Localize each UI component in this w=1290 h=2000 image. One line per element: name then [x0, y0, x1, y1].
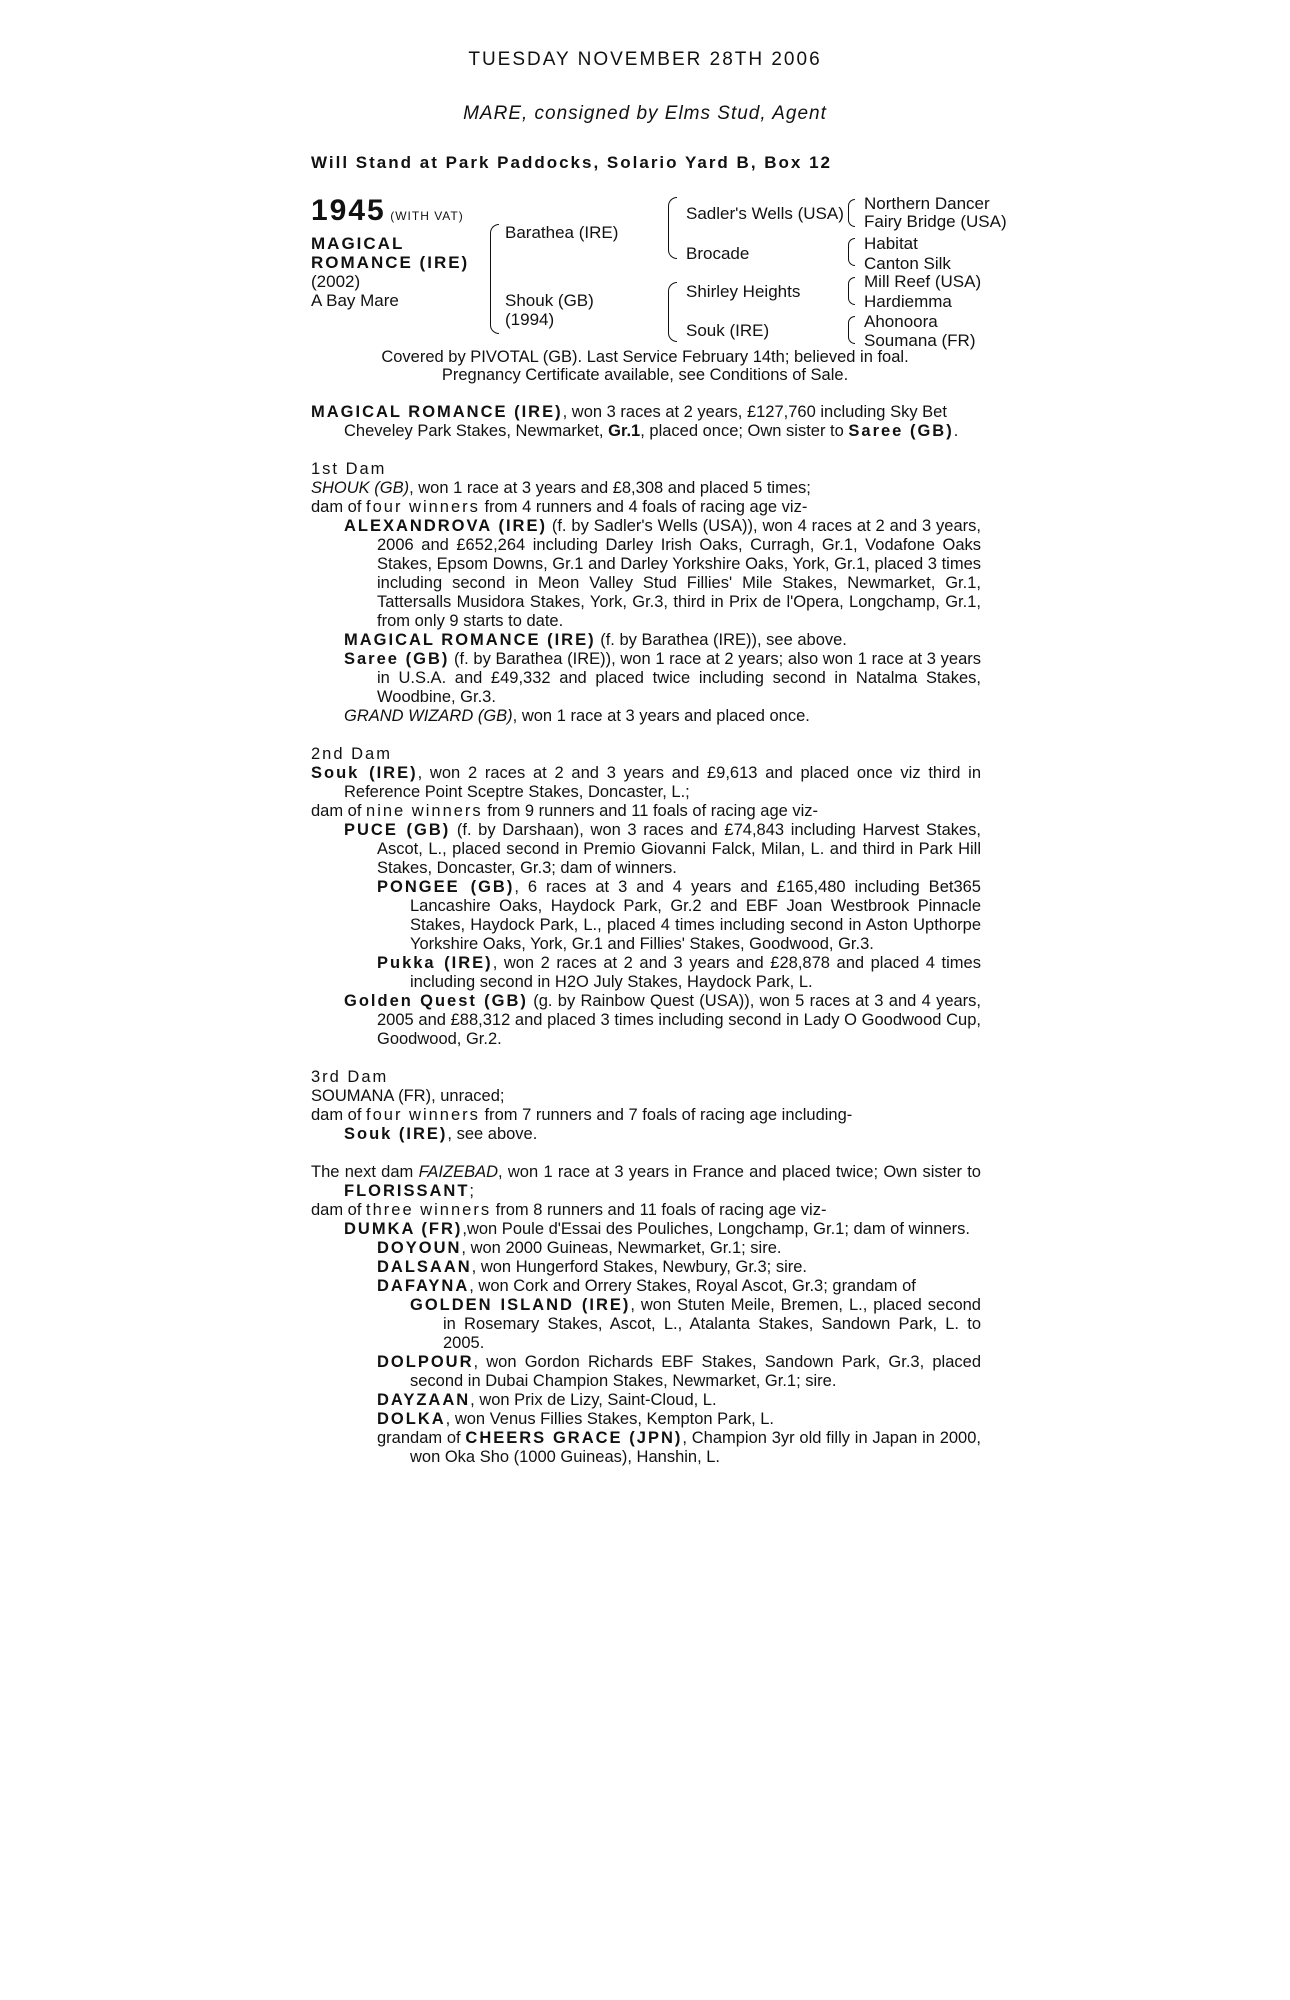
covered-line: Covered by PIVOTAL (GB). Last Service February 14th; believed in foal.: [381, 348, 909, 366]
nextdam-prefix: dam of: [311, 1201, 367, 1219]
dafayna-text: , won Cork and Orrery Stakes, Royal Ascot, Gr.3; grandam of: [469, 1277, 916, 1295]
dam-name: Shouk (GB): [505, 291, 594, 310]
doyoun-name: DOYOUN: [377, 1239, 462, 1257]
ddd-name: Soumana (FR): [864, 331, 976, 350]
first-dam-heading: 1st Dam: [311, 460, 387, 478]
sdd-name: Canton Silk: [864, 254, 951, 273]
dolka-text: , won Venus Fillies Stakes, Kempton Park, L.: [445, 1410, 774, 1428]
mr-text: (f. by Barathea (IRE)), see above.: [595, 631, 847, 649]
dam1-winners: four winners: [366, 498, 480, 516]
pedigree-brace-ss: [848, 199, 855, 227]
florissant-name: FLORISSANT: [344, 1182, 470, 1200]
pregnancy-line: Pregnancy Certificate available, see Conditions of Sale.: [441, 366, 849, 384]
gw-name: GRAND WIZARD (GB): [344, 707, 513, 725]
intro-paragraph: [311, 403, 981, 441]
consignor-line: MARE, consigned by Elms Stud, Agent: [463, 103, 827, 124]
dolpour-text: , won Gordon Richards EBF Stakes, Sandown Park, Gr.3, placed second in Dubai Champion Stakes, Newmarket, Gr.1; sire.: [410, 1353, 981, 1390]
gq-text: (g. by Rainbow Quest (USA)), won 5 races at 3 and 4 years, 2005 and £88,312 and placed 3 times including second in Lady O Goodwood Cup, Goodwood, Gr.2.: [377, 992, 981, 1048]
pedigree-brace-sire: [668, 197, 677, 259]
sds-name: Habitat: [864, 234, 918, 253]
golden-island-text: , won Stuten Meile, Bremen, L., placed second in Rosemary Stakes, Ascot, L., Atalanta Stakes, Sandown Park, L. to 2005.: [443, 1296, 981, 1352]
intro-text-1: , won 3 races at 2 years, £127,760 including Sky Bet: [562, 403, 947, 421]
faizebad-end: ;: [469, 1182, 475, 1200]
gw-text: , won 1 race at 3 years and placed once.: [512, 707, 810, 725]
shouk-text: , won 1 race at 3 years and £8,308 and placed 5 times;: [409, 479, 811, 497]
horse-description: A Bay Mare: [311, 291, 399, 310]
puce-text: (f. by Darshaan), won 3 races and £74,843 including Harvest Stakes, Ascot, L., placed second in Premio Giovanni Falck, Milan, L. and third in Park Hill Stakes, Doncaster, Gr.3; dam of winners.: [377, 821, 982, 877]
intro-text-2: Cheveley Park Stakes, Newmarket,: [344, 422, 609, 440]
intro-end: .: [953, 422, 959, 440]
shouk-name: SHOUK (GB): [311, 479, 410, 497]
dafayna-name: DAFAYNA: [377, 1277, 470, 1295]
faizebad-entry: [311, 1163, 981, 1201]
pukka-entry: [311, 954, 981, 992]
magical-romance-entry: [311, 631, 981, 650]
pedigree-brace-main: [490, 224, 499, 334]
dam2-prefix: dam of: [311, 802, 367, 820]
gq-name: Golden Quest (GB): [344, 992, 528, 1010]
alexandrova-text: (f. by Sadler's Wells (USA)), won 4 races at 2 and 3 years, 2006 and £652,264 including Darley Irish Oaks, Curragh, Gr.1, Vodafone Oaks Stakes, Epsom Downs, Gr.1 and Darley Yorkshire Oaks, York, Gr.1, placed 3 times including second in Meon Valley Stud Fillies' Mile Stakes, Newmarket, Gr.1, Tattersalls Musidora Stakes, York, Gr.3, third in Prix de l'Opera, Longchamp, Gr.1, from only 9 starts to date.: [377, 517, 981, 630]
sss-name: Northern Dancer: [864, 194, 990, 213]
dalsaan-text: , won Hungerford Stakes, Newbury, Gr.3; sire.: [471, 1258, 808, 1276]
faizebad-name: FAIZEBAD: [418, 1163, 499, 1181]
lot-number: 1945: [311, 194, 386, 227]
sale-date: TUESDAY NOVEMBER 28TH 2006: [468, 49, 822, 70]
dafayna-entry: [311, 1277, 981, 1296]
saree-entry: [311, 650, 981, 707]
golden-quest-entry: [311, 992, 981, 1049]
sire-dam: Brocade: [686, 244, 750, 263]
cheers-grace-entry: [311, 1429, 981, 1467]
dolpour-entry: [311, 1353, 981, 1391]
souk-text: , won 2 races at 2 and 3 years and £9,613 and placed once viz third in Reference Point Sceptre Stakes, Doncaster, L.;: [344, 764, 982, 801]
horse-name-line1: MAGICAL: [311, 234, 405, 253]
cg-prefix: grandam of: [377, 1429, 466, 1447]
pukka-name: Pukka (IRE): [377, 954, 493, 972]
doyoun-entry: [311, 1239, 981, 1258]
puce-entry: [311, 821, 981, 878]
pukka-text: , won 2 races at 2 and 3 years and £28,878 and placed 4 times including second in H2O July Stakes, Haydock Park, L.: [410, 954, 981, 991]
pedigree-brace-sd: [848, 238, 855, 266]
souk-ref-text: , see above.: [447, 1125, 538, 1143]
dumka-text: ,won Poule d'Essai des Pouliches, Longchamp, Gr.1; dam of winners.: [462, 1220, 970, 1238]
dam-dam: Souk (IRE): [686, 321, 770, 340]
dsd-name: Hardiemma: [864, 292, 952, 311]
sire-name: Barathea (IRE): [505, 223, 619, 242]
puce-name: PUCE (GB): [344, 821, 451, 839]
nextdam-winners: three winners: [366, 1201, 492, 1219]
souk-entry: [311, 764, 981, 802]
vat-note: (WITH VAT): [390, 209, 464, 223]
dam1-runners: from 4 runners and 4 foals of racing age viz-: [479, 498, 808, 516]
intro-grade: Gr.1: [608, 422, 641, 440]
lot-number-row: [311, 194, 464, 228]
third-dam-section: [311, 1068, 981, 1144]
intro-sister: Saree (GB): [848, 422, 954, 440]
pedigree-brace-dd: [848, 316, 855, 344]
dayzaan-name: DAYZAAN: [377, 1391, 471, 1409]
dalsaan-entry: [311, 1258, 981, 1277]
dds-name: Ahonoora: [864, 312, 938, 331]
souk-ref-entry: [311, 1125, 981, 1144]
faizebad-prefix: The next dam: [311, 1163, 419, 1181]
saree-name: Saree (GB): [344, 650, 450, 668]
ssd-name: Fairy Bridge (USA): [864, 212, 1007, 231]
sire-sire: Sadler's Wells (USA): [686, 204, 844, 223]
horse-year: (2002): [311, 272, 361, 291]
dolka-entry: [311, 1410, 981, 1429]
dayzaan-text: , won Prix de Lizy, Saint-Cloud, L.: [470, 1391, 717, 1409]
second-dam-section: [311, 745, 981, 1049]
cg-text: , Champion 3yr old filly in Japan in 2000, won Oka Sho (1000 Guineas), Hanshin, L.: [410, 1429, 981, 1466]
intro-horse-name: MAGICAL ROMANCE (IRE): [311, 403, 563, 421]
dam3-runners: from 7 runners and 7 foals of racing age including-: [479, 1106, 853, 1124]
dam-sire: Shirley Heights: [686, 282, 801, 301]
saree-text: (f. by Barathea (IRE)), won 1 race at 2 years; also won 1 race at 3 years in U.S.A. and £49,332 and placed twice including second in Natalma Stakes, Woodbine, Gr.3.: [377, 650, 981, 706]
dss-name: Mill Reef (USA): [864, 272, 982, 291]
dolka-name: DOLKA: [377, 1410, 446, 1428]
alexandrova-name: ALEXANDROVA (IRE): [344, 517, 547, 535]
next-dam-section: [311, 1163, 981, 1467]
alexandrova-entry: [311, 517, 981, 631]
dayzaan-entry: [311, 1391, 981, 1410]
horse-identity: [311, 234, 469, 310]
stand-location: Will Stand at Park Paddocks, Solario Yard B, Box 12: [311, 153, 833, 172]
nextdam-runners: from 8 runners and 11 foals of racing age viz-: [491, 1201, 827, 1219]
dolpour-name: DOLPOUR: [377, 1353, 474, 1371]
third-dam-heading: 3rd Dam: [311, 1068, 389, 1086]
intro-text-3: , placed once; Own sister to: [640, 422, 849, 440]
pedigree-brace-dam: [668, 282, 677, 342]
dalsaan-name: DALSAAN: [377, 1258, 472, 1276]
pongee-entry: [311, 878, 981, 954]
cg-name: CHEERS GRACE (JPN): [465, 1429, 683, 1447]
dumka-name: DUMKA (FR): [344, 1220, 463, 1238]
horse-name-line2: ROMANCE (IRE): [311, 253, 470, 272]
golden-island-entry: [311, 1296, 981, 1353]
faizebad-text: , won 1 race at 3 years in France and placed twice; Own sister to: [498, 1163, 981, 1181]
grand-wizard-entry: [311, 707, 981, 726]
dam1-prefix: dam of: [311, 498, 367, 516]
souk-name: Souk (IRE): [311, 764, 418, 782]
dam2-winners: nine winners: [366, 802, 483, 820]
pedigree-brace-ds: [848, 277, 855, 305]
dam3-winners: four winners: [366, 1106, 480, 1124]
dam2-runners: from 9 runners and 11 foals of racing age viz-: [482, 802, 819, 820]
dam3-prefix: dam of: [311, 1106, 367, 1124]
pongee-name: PONGEE (GB): [377, 878, 515, 896]
mr-name: MAGICAL ROMANCE (IRE): [344, 631, 596, 649]
dam-year: (1994): [505, 310, 555, 329]
first-dam-section: [311, 460, 981, 726]
doyoun-text: , won 2000 Guineas, Newmarket, Gr.1; sire.: [461, 1239, 782, 1257]
golden-island-name: GOLDEN ISLAND (IRE): [410, 1296, 631, 1314]
soumana-line: SOUMANA (FR), unraced;: [311, 1087, 505, 1105]
second-dam-heading: 2nd Dam: [311, 745, 392, 763]
pongee-text: , 6 races at 3 and 4 years and £165,480 including Bet365 Lancashire Oaks, Haydock Park, Gr.2 and EBF Joan Westbrook Pinnacle Stakes, Haydock Park, L., placed 4 times including second in Aston Upthorpe Yorkshire Oaks, York, Gr.1 and Fillies' Stakes, Goodwood, Gr.3.: [410, 878, 981, 953]
souk-ref-name: Souk (IRE): [344, 1125, 448, 1143]
dumka-entry: [311, 1220, 981, 1239]
